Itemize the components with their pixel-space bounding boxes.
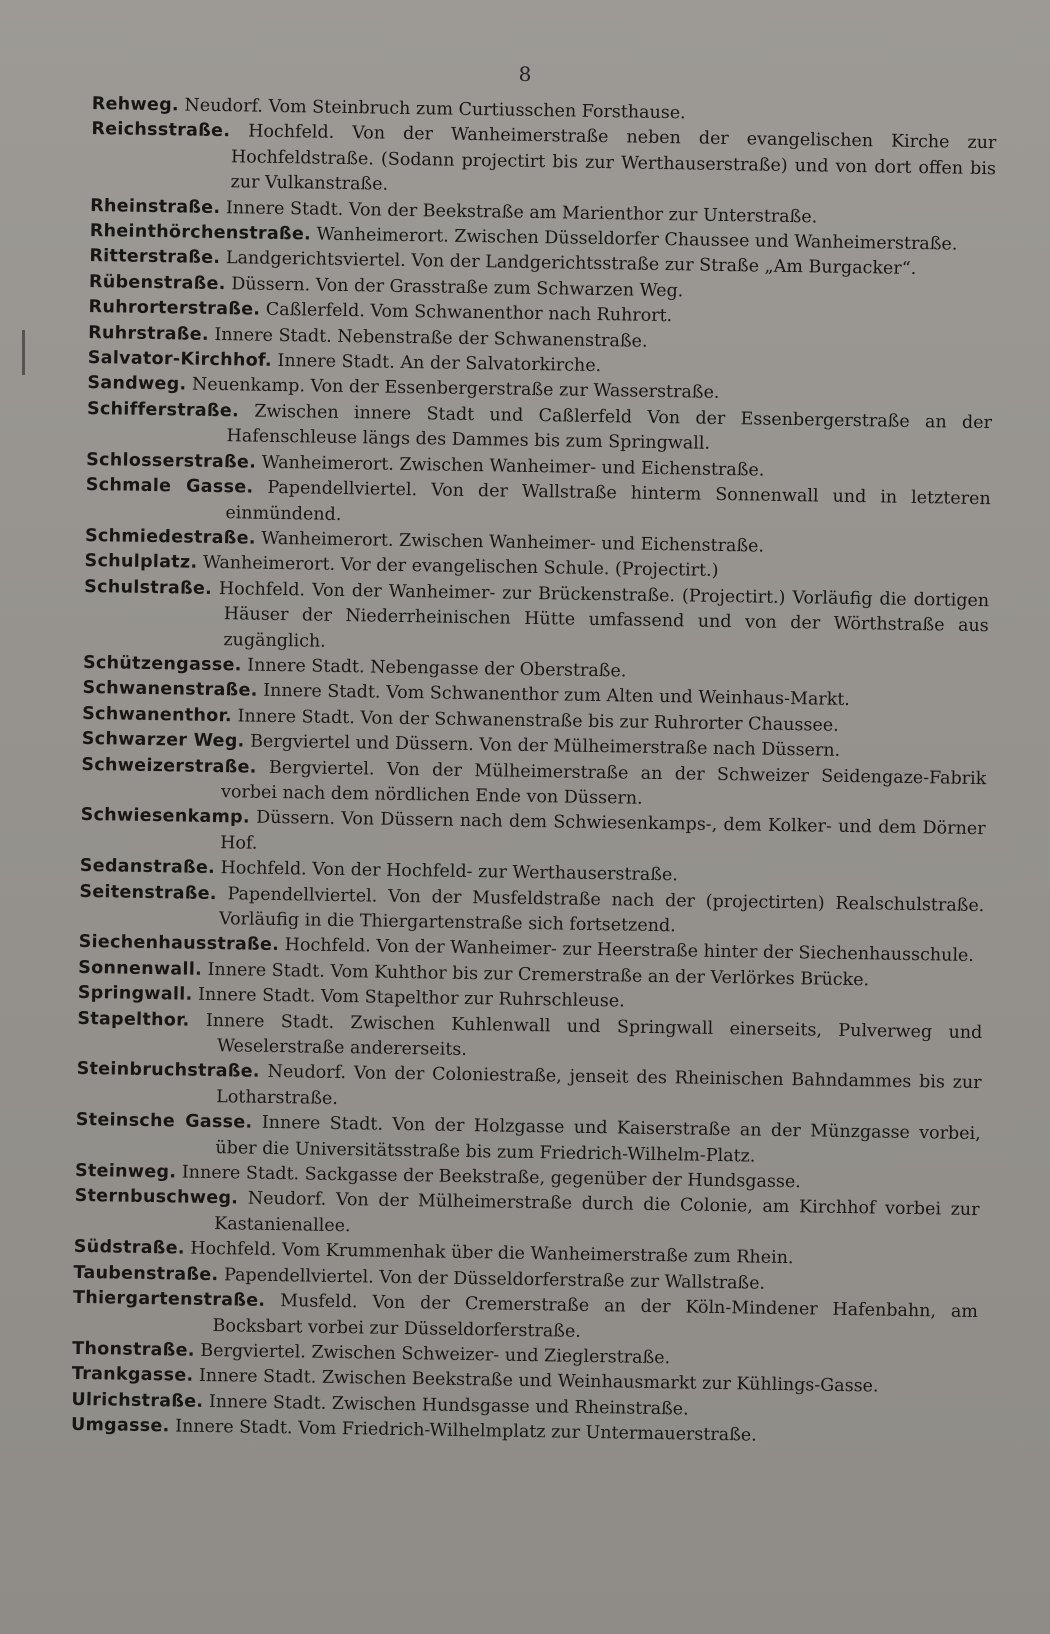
street-description: Zwischen Düsseldorfer Chaussee und Wanheimerstraße.	[454, 226, 958, 255]
street-name: Steinweg.	[74, 1160, 177, 1183]
street-name: Steinbruchstraße.	[76, 1059, 260, 1083]
district: Papendellviertel.	[223, 1264, 374, 1288]
district: Papendellviertel.	[267, 477, 418, 501]
street-description: Zwischen Wanheimer- und Eichenstraße.	[398, 530, 765, 557]
street-description: Von der Coloniestraße, jenseit des Rheinischen Bahndammes bis zur Lotharstraße.	[216, 1063, 982, 1109]
street-name: Schmale Gasse.	[85, 475, 254, 498]
page-number: 8	[518, 62, 532, 86]
street-name: Schulplatz.	[84, 551, 198, 574]
street-name: Ulrichstraße.	[71, 1389, 204, 1412]
district: Innere Stadt.	[225, 197, 344, 220]
street-name: Rheinstraße.	[90, 195, 221, 218]
district: Innere Stadt.	[205, 1010, 335, 1033]
district: Innere Stadt.	[247, 655, 365, 678]
district: Wanheimerort.	[316, 224, 449, 247]
street-name: Thonstraße.	[72, 1338, 195, 1361]
street-description: Von der Mülheimerstraße durch die Colonie, am Kirchhof vorbei zur Kastanienallee.	[214, 1190, 980, 1237]
district: Bergviertel.	[200, 1340, 307, 1363]
street-name: Ruhrstraße.	[88, 322, 210, 345]
street-description: Vom Friedrich-Wilhelmplatz zur Untermauerstraße.	[297, 1418, 757, 1446]
district: Neuenkamp.	[191, 375, 306, 397]
district: Düssern.	[256, 808, 336, 830]
street-description: Von der Grasstraße zum Schwarzen Weg.	[315, 275, 684, 302]
district: Innere Stadt.	[198, 1366, 317, 1388]
district: Innere Stadt.	[214, 324, 332, 347]
district: Hochfeld.	[190, 1238, 277, 1261]
street-name: Rheinthörchenstraße.	[89, 221, 312, 245]
district: Hochfeld.	[218, 578, 306, 601]
street-name: Schwanenthor.	[82, 703, 233, 727]
district: Zwischen innere Stadt und Caßlerfeld	[254, 401, 633, 428]
district: Papendellviertel.	[227, 883, 378, 907]
district: Landgerichtsviertel.	[225, 248, 406, 272]
street-description: Zwischen Schweizer- und Zieglerstraße.	[311, 1342, 671, 1369]
street-name: Schlosserstraße.	[86, 449, 257, 473]
street-description: Von der Mülheimerstraße nach Düssern.	[479, 735, 841, 761]
street-description: Von der Wanheimer- zur Brückenstraße. (Projectirt.) Vorläufig die dortigen Häuser der Niederrheinischen Hütte umfassend und von der Wörthstraße aus zugänglich.	[223, 580, 990, 652]
street-description: Vom Kuhthor bis zur Cremerstraße an der Verlörkes Brücke.	[330, 961, 870, 991]
district: Innere Stadt.	[263, 681, 381, 703]
street-name: Sedanstraße.	[79, 856, 216, 879]
street-description: An der Salvatorkirche.	[400, 352, 602, 377]
street-description: Vom Krummenhak über die Wanheimerstraße zum Rhein.	[281, 1240, 794, 1269]
district: Hochfeld.	[220, 858, 307, 880]
street-description: Von der Beekstraße am Marienthor zur Unterstraße.	[348, 199, 818, 228]
street-name: Taubenstraße.	[73, 1262, 219, 1285]
street-name: Trankgasse.	[71, 1364, 194, 1387]
district: Neudorf.	[267, 1062, 347, 1084]
street-name: Schulstraße.	[84, 576, 213, 599]
street-description: Von Düssern nach dem Schwiesenkamps-, dem Kolker- und dem Dörner Hof.	[220, 809, 986, 854]
street-description: Nebenstraße der Schwanenstraße.	[337, 326, 648, 352]
street-description: Vor der evangelischen Schule. (Projectirt.)	[340, 555, 719, 582]
street-name: Rehweg.	[91, 93, 180, 116]
street-name: Reichsstraße.	[91, 119, 231, 142]
street-name: Schweizerstraße.	[81, 754, 257, 778]
district: Hochfeld.	[248, 121, 335, 144]
directory-entry	[90, 117, 996, 207]
street-description: Vom Stapelthor zur Ruhrschleuse.	[320, 986, 625, 1012]
street-description: Zwischen Hundsgasse und Rheinstraße.	[331, 1393, 689, 1420]
street-name: Umgasse.	[70, 1414, 170, 1437]
street-name: Sonnenwall.	[78, 957, 203, 980]
street-name: Schwiesenkamp.	[80, 805, 251, 828]
street-description: Von der Landgerichtsstraße zur Straße „Am Burgacker“.	[411, 251, 917, 280]
street-description: Von der Cremerstraße an der Köln-Mindener Hafenbahn, am Bocksbart vorbei zur Düsseldorferstraße.	[212, 1292, 979, 1342]
street-description: Von der Schwanenstraße bis zur Ruhrorter Chaussee.	[360, 708, 839, 736]
street-name: Stapelthor.	[77, 1008, 190, 1031]
district: Bergviertel und Düssern.	[249, 731, 474, 756]
street-name: Schützengasse.	[82, 652, 242, 676]
street-name: Sternbuschweg.	[74, 1186, 239, 1209]
street-description: Von der Mülheimerstraße an der Schweizer Seidengaze-Fabrik vorbei nach dem nördlichen Ende von Düssern.	[220, 759, 987, 809]
street-description: Von der Wanheimerstraße neben der evangelischen Kirche zur Hochfeldstraße. (Sodann projectirt bis zur Werthauserstraße) und von dort offen bis zur Vulkanstraße.	[230, 123, 997, 195]
district: Innere Stadt.	[237, 706, 356, 728]
street-name: Ruhrorterstraße.	[88, 297, 261, 320]
district: Innere Stadt.	[174, 1416, 293, 1439]
street-description: Zwischen Wanheimer- und Eichenstraße.	[399, 454, 765, 481]
street-name: Thiergartenstraße.	[72, 1287, 266, 1311]
street-name: Sandweg.	[87, 373, 187, 395]
district: Innere Stadt.	[277, 351, 396, 373]
street-description: Von der Essenbergerstraße an der Hafenschleuse längs des Dammes bis zum Springwall.	[226, 407, 993, 455]
district: Innere Stadt.	[197, 984, 316, 1007]
street-description: Von der Wanheimer- zur Heerstraße hinter der Siechenhausschule.	[376, 936, 975, 967]
district: Innere Stadt.	[208, 1391, 327, 1414]
district: Innere Stadt.	[207, 959, 326, 982]
district: Innere Stadt.	[181, 1162, 300, 1185]
street-name: Springwall.	[77, 983, 193, 1005]
district: Wanheimerort.	[202, 553, 336, 576]
district: Neudorf.	[247, 1189, 327, 1211]
district: Bergviertel.	[268, 757, 375, 780]
street-name: Schifferstraße.	[86, 398, 240, 422]
street-description: Von der Wallstraße hinterm Sonnenwall und in letzteren einmündend.	[225, 480, 991, 525]
street-description: Von der Holzgasse und Kaiserstraße an der Münzgasse vorbei, über die Universitätsstraße bis zum Friedrich-Wilhelm-Platz.	[215, 1115, 981, 1167]
street-name: Schmiedestraße.	[84, 525, 256, 549]
district: Wanheimerort.	[261, 452, 395, 475]
street-name: Salvator-Kirchhof.	[87, 348, 273, 371]
street-description: Von der Musfeldstraße nach der (projectirten) Realschulstraße. Vorläufig in die Thiergartenstraße sich fortsetzend.	[218, 886, 985, 937]
street-name: Schwarzer Weg.	[81, 729, 245, 752]
district: Neudorf.	[184, 95, 264, 117]
street-name: Ritterstraße.	[89, 246, 221, 269]
street-name: Steinsche Gasse.	[75, 1110, 253, 1133]
street-description: Von der Hochfeld- zur Werthauserstraße.	[312, 859, 679, 886]
street-name: Rübenstraße.	[88, 271, 226, 294]
street-description: Vom Schwanenthor nach Ruhrort.	[370, 301, 673, 327]
street-description: Zwischen Beekstraße und Weinhausmarkt zur Kühlings-Gasse.	[321, 1368, 879, 1397]
street-description: Vom Steinbruch zum Curtiusschen Forsthause.	[268, 96, 686, 124]
street-name: Siechenhausstraße.	[78, 932, 280, 956]
street-name: Südstraße.	[73, 1237, 185, 1259]
district: Wanheimerort.	[261, 528, 394, 551]
district: Hochfeld.	[284, 935, 371, 957]
street-directory-list	[71, 92, 997, 1453]
street-description: Vom Schwanenthor zum Alten und Weinhaus-Markt.	[385, 683, 851, 711]
district: Düssern.	[231, 274, 311, 296]
street-description: Sackgasse der Beekstraße, gegenüber der Hundsgasse.	[304, 1164, 801, 1193]
street-name: Schwanenstraße.	[82, 678, 258, 702]
district: Caßlerfeld.	[265, 300, 366, 322]
district: Innere Stadt.	[261, 1113, 384, 1135]
district: Musfeld.	[280, 1291, 358, 1313]
street-description: Nebengasse der Oberstraße.	[370, 657, 627, 682]
directory-entry	[83, 575, 989, 665]
street-description: Von der Essenbergerstraße zur Wasserstraße.	[310, 376, 720, 404]
street-description: Von der Düsseldorferstraße zur Wallstraße.	[379, 1267, 766, 1294]
street-name: Seitenstraße.	[79, 881, 217, 904]
street-description: Zwischen Kuhlenwall und Springwall einerseits, Pulverweg und Weselerstraße andererseits.	[216, 1012, 983, 1061]
margin-pencil-mark	[22, 330, 25, 375]
